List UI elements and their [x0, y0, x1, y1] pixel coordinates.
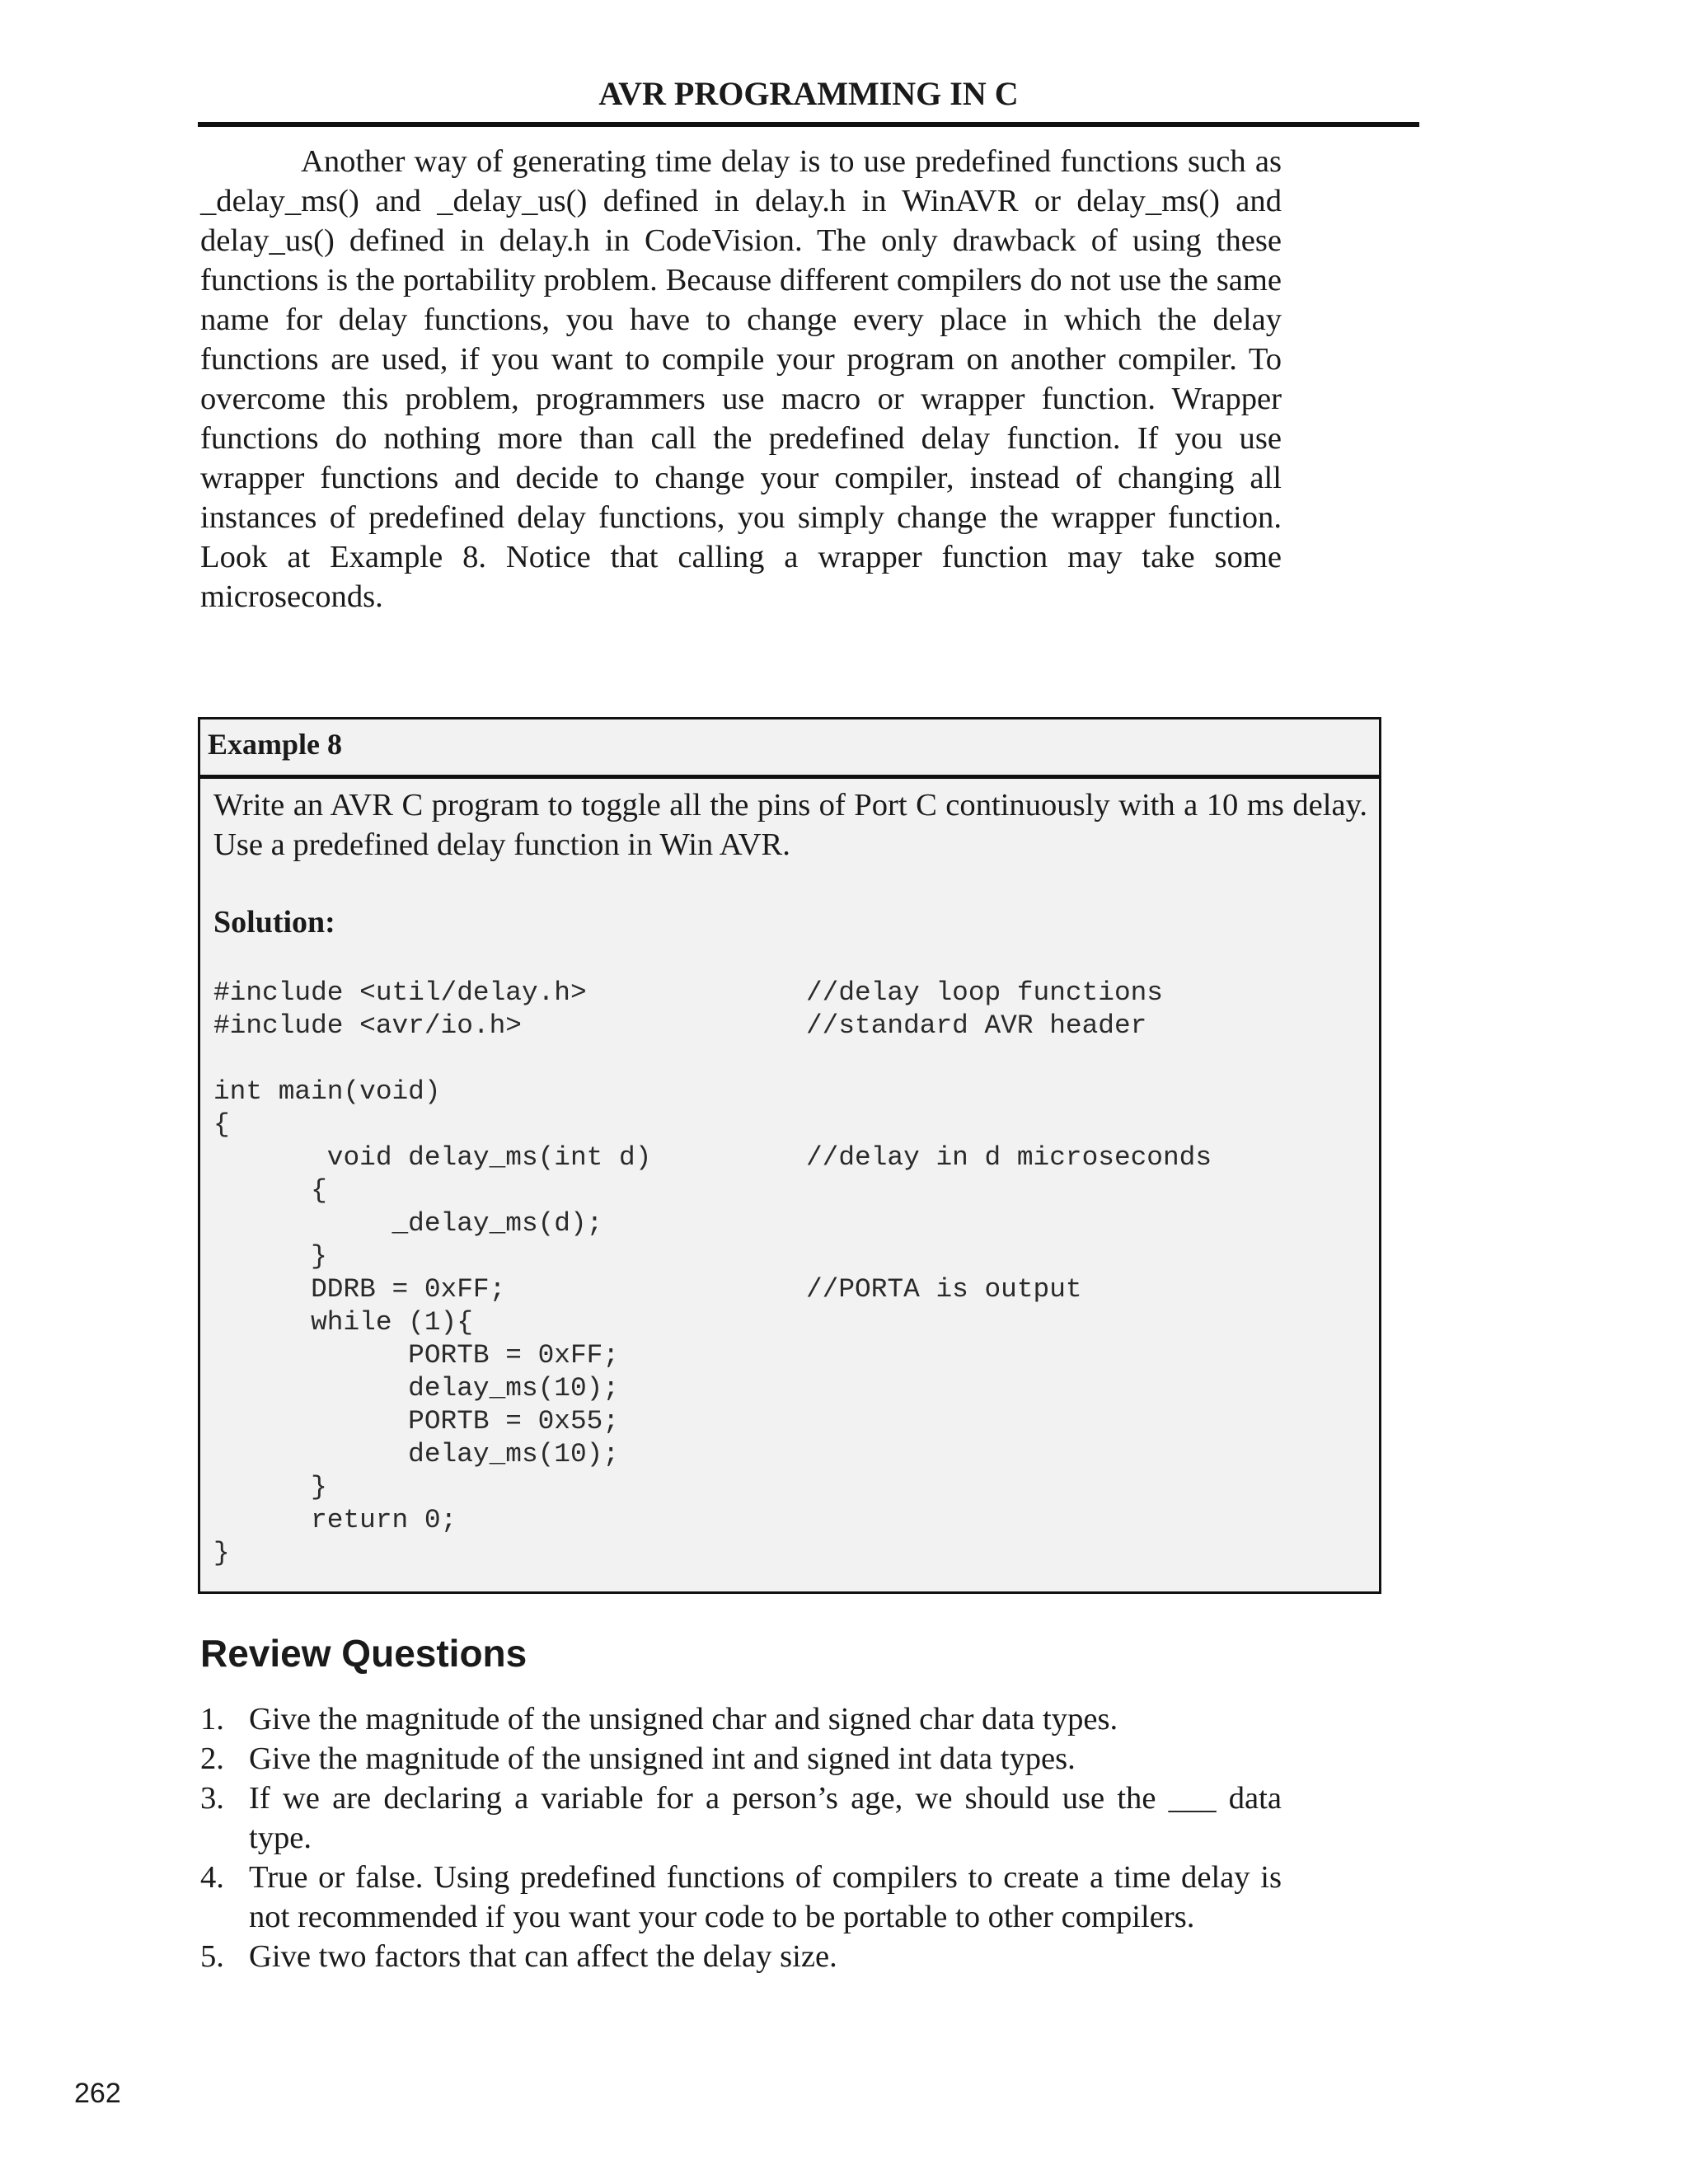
code-line: delay_ms(10); [213, 1439, 620, 1469]
question-text: Give two factors that can affect the delay size. [249, 1939, 837, 1974]
question-number: 5. [200, 1939, 224, 1974]
code-line: #include <avr/io.h> [213, 1010, 522, 1041]
example-title: Example 8 [200, 719, 1379, 779]
review-questions-heading: Review Questions [200, 1632, 528, 1675]
code-line: delay_ms(10); [213, 1373, 620, 1404]
code-line: PORTB = 0x55; [213, 1406, 620, 1436]
question-text: If we are declaring a variable for a person’s age, we should use the ___ data type. [249, 1781, 1282, 1855]
running-head-title: AVR PROGRAMMING IN C [598, 75, 1019, 112]
question-number: 2. [200, 1741, 224, 1776]
code-line: return 0; [213, 1505, 457, 1535]
code-line: int main(void) [213, 1076, 441, 1107]
example-box [198, 717, 1381, 1594]
code-line: DDRB = 0xFF; [213, 1274, 506, 1305]
code-line: { [213, 1175, 327, 1206]
page-number: 262 [74, 2078, 121, 2109]
review-questions-list [200, 1699, 1282, 1976]
intro-paragraph: Another way of generating time delay is to use predefined functions such as _delay_ms() and _delay_us() defined in delay.h in WinAVR or delay_ms() and delay_us() defined in delay.h in CodeVision. The only drawback of using these functions is the portability problem. Because different compilers do not use the same name for delay functions, you have to change every place in which the delay functions are used, if you want to compile your program on another compiler. To overcome this problem, programmers use macro or wrapper function. Wrapper functions do nothing more than call the predefined delay function. If you use wrapper functions and decide to change your compiler, instead of changing all instances of predefined delay functions, you simply change the wrapper function. Look at Example 8. Notice that calling a wrapper function may take some microseconds. [200, 144, 1282, 614]
question-number: 4. [200, 1860, 224, 1895]
question-text: Give the magnitude of the unsigned int and signed int data types. [249, 1741, 1076, 1776]
header-rule [198, 122, 1419, 127]
list-item [200, 1937, 1282, 1976]
code-comment: //standard AVR header [806, 1010, 1147, 1041]
question-text: True or false. Using predefined functions of compilers to create a time delay is not recommended if you want your code to be portable to other compilers. [249, 1860, 1282, 1934]
list-item [200, 1739, 1282, 1779]
code-line: while (1){ [213, 1307, 473, 1338]
question-number: 3. [200, 1781, 224, 1816]
question-text: Give the magnitude of the unsigned char and signed char data types. [249, 1702, 1118, 1736]
code-line: #include <util/delay.h> [213, 977, 587, 1008]
code-line: _delay_ms(d); [213, 1208, 603, 1239]
list-item [200, 1699, 1282, 1739]
code-line: } [213, 1241, 327, 1272]
code-line: PORTB = 0xFF; [213, 1340, 620, 1371]
code-line: { [213, 1109, 230, 1140]
code-line: } [213, 1472, 327, 1502]
code-comment: //PORTA is output [806, 1274, 1082, 1305]
solution-label: Solution: [213, 905, 335, 940]
code-comment: //delay in d microseconds [806, 1142, 1212, 1173]
example-problem-statement: Write an AVR C program to toggle all the pins of Port C continuously with a 10 ms delay. Use a predefined delay function in Win AVR. [213, 788, 1367, 862]
list-item [200, 1779, 1282, 1858]
code-comment: //delay loop functions [806, 977, 1163, 1008]
code-line: void delay_ms(int d) [213, 1142, 652, 1173]
code-line: } [213, 1538, 230, 1568]
list-item [200, 1858, 1282, 1937]
question-number: 1. [200, 1702, 224, 1736]
